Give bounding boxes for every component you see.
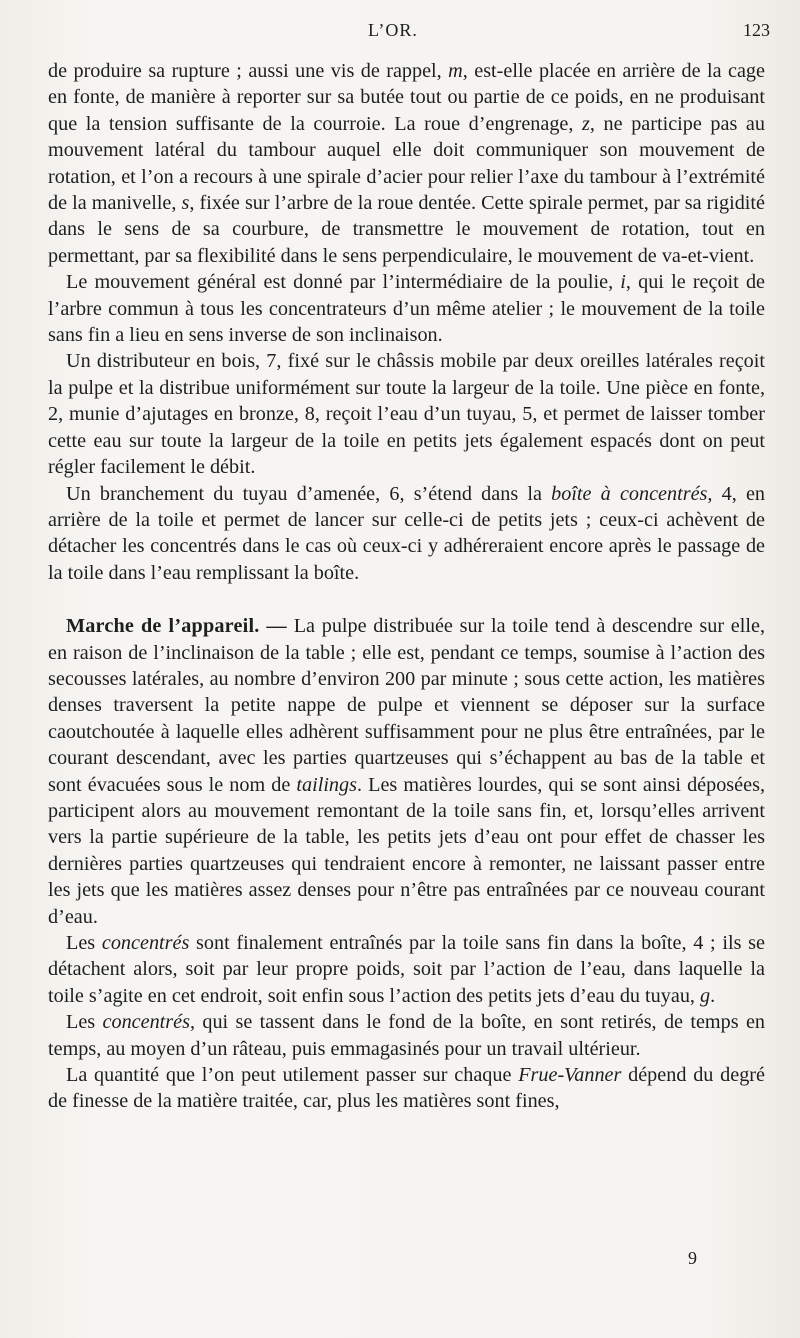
text-run: Les [66,932,102,954]
italic-term: boîte à concentrés [551,482,708,505]
section-gap [48,586,765,613]
italic-term: tailings [296,773,357,796]
italic-term: s [181,192,190,215]
italic-term: concentrés [102,1011,190,1034]
italic-term: Frue-Vanner [518,1064,622,1087]
italic-term: z [582,112,590,135]
text-run: Un branchement du tuyau d’amenée, 6, s’étend dans la [66,482,552,505]
paragraph [48,348,765,480]
text-run: , est-elle placée en arrière de la cage en fonte, de manière à reporter sur sa butée tout ou partie de ce poids, en ne produisant que la tension suffisante de la courroie. La roue d’engrenage, [48,60,765,135]
paragraph [48,1062,765,1115]
text-run: Les [66,1011,103,1034]
signature-mark: 9 [688,1248,697,1268]
page-number: 123 [743,20,770,40]
text-run: dépend du degré de finesse de la matière traitée, car, plus les matières sont fines, [48,1064,765,1113]
text-run: sont finalement entraînés par la toile sans fin dans la boîte, 4 ; ils se détachent alors, soit par leur propre poids, soit par l’action de l’eau, dans laquelle la toile s’agite en cet endroit, soit enfin sous l’action des petits jets d’eau du tuyau, [48,932,765,1007]
text-run: La quantité que l’on peut utilement passer sur chaque [66,1064,519,1087]
text-run: , qui le reçoit de l’arbre commun à tous les concentrateurs d’un même atelier ; le mouvement de la toile sans fin a lieu en sens inverse de son inclinaison. [48,271,766,347]
paragraph [48,269,765,348]
italic-term: g [700,984,711,1007]
text-run: . [710,984,716,1007]
text-run: de produire sa rupture ; aussi une vis de rappel, [48,60,449,82]
italic-term: i [620,271,626,294]
text-run: La pulpe distribuée sur la toile tend à descendre sur elle, en raison de l’inclinaison de la table ; elle est, pendant ce temps, soumise à l’action des secousses latérales, au nombre d’environ 200 par minute ; sous cette action, les matières denses traversent la petite nappe de pulpe et viennent se déposer sur la surface caoutchoutée à laquelle elles adhèrent suffisamment pour ne plus être entraînées, par le courant descendant, avec les parties quartzeuses qui s’échappent au bas de la table et sont évacuées sous le nom de [48,615,765,796]
paragraph [48,1009,765,1062]
text-run: , fixée sur l’arbre de la roue dentée. Cette spirale permet, par sa rigidité dans le sens de sa courbure, de transmettre le mouvement de rotation, tout en permettant, par sa flexibilité dans le sens perpendiculaire, le mouvement de va-et-vient. [48,192,765,267]
section-run-in-heading: Marche de l’appareil. — [66,615,294,638]
body-text [48,58,765,1115]
italic-term: m [448,60,463,82]
italic-term: concentrés [101,932,190,954]
paragraph [48,481,765,587]
text-run: , 4, en arrière de la toile et permet de lancer sur celle-ci de petits jets ; ceux-ci achèvent de détacher les concentrés dans le cas où ceux-ci y adhéreraient encore après le passage de la toile dans l’eau remplissant la boîte. [48,482,766,584]
paragraph [48,58,765,269]
text-run: Le mouvement général est donné par l’intermédiaire de la poulie, [66,271,621,294]
text-run: Un distributeur en bois, 7, fixé sur le châssis mobile par deux oreilles latérales reçoit la pulpe et la distribue uniformément sur toute la largeur de la toile. Une pièce en fonte, 2, munie d’ajutages en bronze, 8, reçoit l’eau d’un tuyau, 5, et permet de laisser tomber cette eau sur toute la largeur de la toile en petits jets également espacés dont on peut régler facilement le débit. [48,350,765,479]
running-head [0,20,800,44]
text-run: , ne participe pas au mouvement latéral du tambour auquel elle doit communiquer son mouvement de rotation, et l’on a recours à une spirale d’acier pour relier l’axe du tambour à l’extrémité de la manivelle, [48,112,765,215]
paragraph [48,930,765,1009]
text-run: . Les matières lourdes, qui se sont ainsi déposées, participent alors au mouvement remontant de la toile sans fin, et, lorsqu’elles arrivent vers la partie supérieure de la table, les petits jets d’eau ont pour effet de chasser les dernières parties quartzeuses qui tendraient encore à remonter, ne laissant passer entre les jets que les matières assez denses pour n’être pas entraînées par ce nouveau courant d’eau. [48,773,765,928]
running-title: L’OR. [368,20,418,40]
paragraph [48,613,765,930]
text-run: , qui se tassent dans le fond de la boîte, en sont retirés, de temps en temps, au moyen d’un râteau, puis emmagasinés pour un travail ultérieur. [48,1011,765,1060]
